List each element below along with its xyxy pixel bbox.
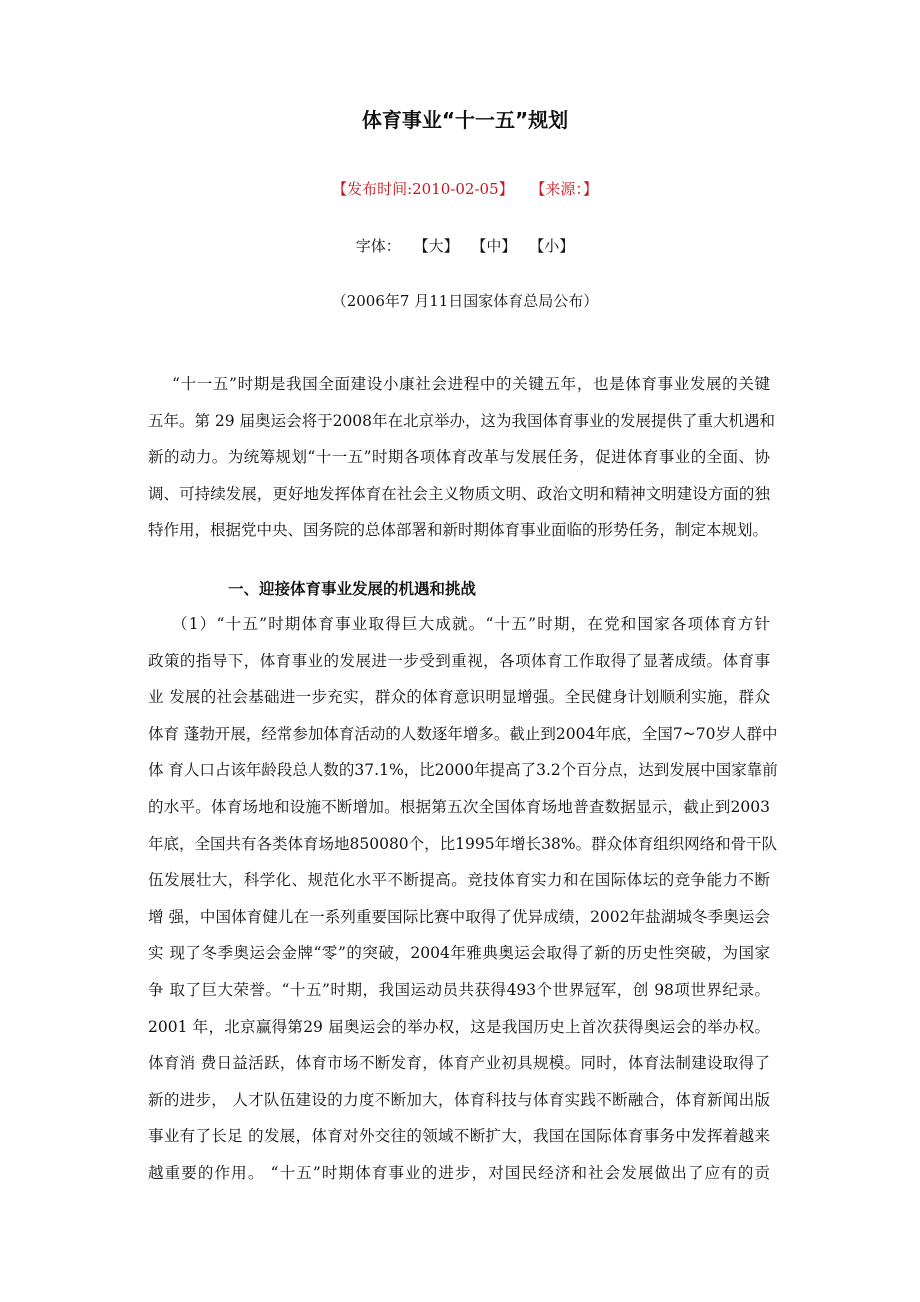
text-line: 伍发展壮大，科学化、规范化水平不断提高。竞技体育实力和在国际体坛的竞争能力不断 [148,871,770,890]
text-line: 特作用，根据党中央、国务院的总体部署和新时期体育事业面临的形势任务，制定本规划。 [148,521,769,540]
font-size-medium-link[interactable]: 【中】 [471,237,517,255]
text-line: 争 取了巨大荣誉。“十五”时期，我国运动员共获得493个世界冠军，创 98项世界纪录。 [148,981,770,999]
text-line: 五年。第 29 届奥运会将于2008年在北京举办，这为我国体育事业的发展提供了重大机遇和 [148,411,776,430]
publication-note: （2006年7 月11日国家体育总局公布） [331,292,599,310]
text-line: 2001 年，北京赢得第29 届奥运会的举办权，这是我国历史上首次获得奥运会的举办权。 [148,1017,770,1036]
section-heading: 一、迎接体育事业发展的机遇和挑战 [228,580,477,598]
text-line: 越重要的作用。 “十五”时期体育事业的进步，对国民经济和社会发展做出了应有的贡 [148,1164,770,1182]
text-line: 体 育人口占该年龄段总人数的37.1%，比2000年提高了3.2个百分点，达到发展中国家靠前 [148,761,778,780]
font-size-selector [0,235,920,256]
text-line: 体育 蓬勃开展，经常参加体育活动的人数逐年增多。截止到2004年底，全国7~70岁人群中 [148,724,778,743]
text-line: 实 现了冬季奥运会金牌“零”的突破，2004年雅典奥运会取得了新的历史性突破，为国家 [148,944,770,963]
font-size-small-link[interactable]: 【小】 [529,237,575,255]
publish-meta [0,178,920,199]
text-line: “十一五”时期是我国全面建设小康社会进程中的关键五年，也是体育事业发展的关键 [172,375,770,393]
text-line: 体育消 费日益活跃，体育市场不断发育，体育产业初具规模。同时，体育法制建设取得了 [148,1054,770,1073]
text-line: （1）“十五”时期体育事业取得巨大成就。“十五”时期，在党和国家各项体育方针 [172,615,770,633]
document-title: 体育事业“十一五”规划 [361,108,569,132]
publish-date: 【发布时间:2010-02-05】 [332,180,514,198]
font-size-label: 字体： [355,237,401,255]
font-size-large-link[interactable]: 【大】 [413,237,459,255]
source: 【来源：】 [530,180,598,198]
text-line: 事业有了长足 的发展，体育对外交往的领域不断扩大，我国在国际体育事务中发挥着越来 [148,1127,770,1146]
text-line: 调、可持续发展，更好地发挥体育在社会主义物质文明、政治文明和精神文明建设方面的独 [148,484,770,503]
text-line: 新的动力。为统筹规划“十一五”时期各项体育改革与发展任务，促进体育事业的全面、协 [148,448,770,467]
text-line: 新的进步， 人才队伍建设的力度不断加大，体育科技与体育实践不断融合，体育新闻出版 [148,1090,770,1109]
text-line: 年底，全国共有各类体育场地850080个，比1995年增长38%。群众体育组织网络和骨干队 [148,834,778,853]
text-line: 业 发展的社会基础进一步充实，群众的体育意识明显增强。全民健身计划顺利实施，群众 [148,688,770,707]
text-line: 增 强，中国体育健儿在一系列重要国际比赛中取得了优异成绩，2002年盐湖城冬季奥运会 [148,907,770,926]
text-line: 政策的指导下，体育事业的发展进一步受到重视，各项体育工作取得了显著成绩。体育事 [148,651,770,670]
text-line: 的水平。体育场地和设施不断增加。根据第五次全国体育场地普查数据显示，截止到2003 [148,798,770,816]
